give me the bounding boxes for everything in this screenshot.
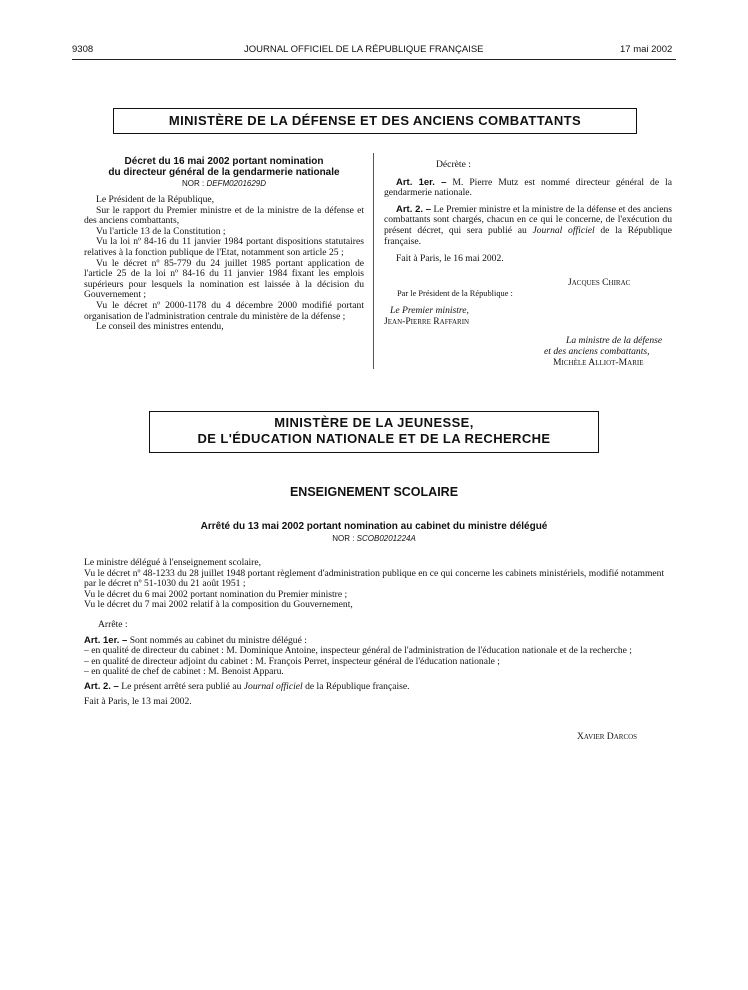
arrete-title: Arrêté du 13 mai 2002 portant nomination au cabinet du ministre délégué [200,521,548,532]
pm-title: Le Premier ministre, [390,305,469,316]
decree-visas [84,195,364,333]
visa-paragraph: Vu le décret du 6 mai 2002 portant nomination du Premier ministre ; [84,588,348,600]
nor-code: DEFM0201629D [206,179,267,188]
ministry-2-line-1: MINISTÈRE DE LA JEUNESSE, [274,415,474,430]
article-text-end: de la République française. [384,224,672,247]
nor-code: SCOB0201224A [356,534,416,543]
decree-article-2 [384,205,672,247]
article-text: M. Pierre Mutz est nommé directeur général de la gendarmerie nationale. [384,176,672,199]
decree-done-at: Fait à Paris, le 16 mai 2002. [396,253,504,265]
article-label: Art. 2. – [84,680,119,692]
ministry-2-title-box [149,411,599,453]
visa-paragraph: Vu le décret nº 85-779 du 24 juillet 1985 portant application de l'article 25 de la loi nº 84-16 du 11 janvier 1984 fixant les emplois supérieurs pour lesquels la nomination est laissée à la décision du Gouvernement ; [84,257,364,301]
pm-name: Jean-Pierre Raffarin [384,316,470,327]
nor-label: NOR : [332,534,355,543]
article-label: Art. 2. – [396,203,432,215]
ministry-title: MINISTÈRE DE LA DÉFENSE ET DES ANCIENS COMBATTANTS [168,113,582,128]
decree-title-line-2: du directeur général de la gendarmerie nationale [108,167,340,178]
appointment-item: – en qualité de directeur du cabinet : M. Dominique Antoine, inspecteur général de l'administration de l'éducation nationale et de la recherche ; [84,645,632,657]
decree-right-column [384,160,672,265]
arrete-article-2 [84,682,674,693]
journal-officiel-italic: Journal officiel [532,224,595,236]
appointment-item: – en qualité de directeur adjoint du cabinet : M. François Perret, inspecteur général de l'éducation nationale ; [84,655,500,667]
decrete-label: Décrète : [436,159,471,170]
article-text: Sont nommés au cabinet du ministre délégué : [129,634,307,646]
article-label: Art. 1er. – [396,176,447,188]
minister-title-line-2: et des anciens combattants, [544,346,650,357]
decree-left-column [84,156,364,333]
arrete-done-at: Fait à Paris, le 13 mai 2002. [84,695,192,707]
visa-paragraph: Vu la loi nº 84-16 du 11 janvier 1984 portant dispositions statutaires relatives à la fonction publique de l'Etat, notamment son article 25 ; [84,236,364,258]
visa-paragraph: Sur le rapport du Premier ministre et de la ministre de la défense et des anciens combattants, [84,204,364,227]
arrete-label: Arrête : [98,618,128,630]
visa-paragraph: Vu le décret du 7 mai 2002 relatif à la composition du Gouvernement, [84,599,353,611]
article-label: Art. 1er. – [84,634,128,646]
arrete-body [84,558,674,707]
visa-paragraph: Vu le décret nº 48-1233 du 28 juillet 1948 portant règlement d'administration publique en ce qui concerne les cabinets ministériels, modifié notamment par le décret nº 51-1030 du 21 août 1951 ; [84,567,665,590]
ministry-2-line-2: DE L'ÉDUCATION NATIONALE ET DE LA RECHERCHE [197,431,551,446]
appointment-item: – en qualité de chef de cabinet : M. Benoist Apparu. [84,666,284,678]
header-rule [72,59,676,60]
section-heading: ENSEIGNEMENT SCOLAIRE [289,485,459,499]
signatory-president: Jacques Chirac [568,277,631,288]
ministry-title-box [113,108,637,134]
signatory-minister: Xavier Darcos [577,731,638,742]
column-divider [373,153,374,369]
decree-article-1 [384,178,672,199]
decree-title-line-1: Décret du 16 mai 2002 portant nomination [124,156,324,167]
decree-nor [84,178,364,189]
article-text-end: de la République française. [305,680,410,692]
visa-paragraph: Le Président de la République, [96,194,215,205]
nor-label: NOR : [181,179,205,188]
visa-paragraph: Vu l'article 13 de la Constitution ; [96,225,226,237]
visa-paragraph: Le conseil des ministres entendu, [96,321,224,333]
visa-paragraph: Vu le décret nº 2000-1178 du 4 décembre 2000 modifié portant organisation de l'administration centrale du ministère de la défense ; [84,299,364,322]
minister-name: Michèle Alliot-Marie [553,357,644,368]
article-text: Le présent arrêté sera publié au [121,680,242,692]
visa-paragraph: Le ministre délégué à l'enseignement scolaire, [84,557,262,568]
journal-officiel-italic: Journal officiel [243,680,303,692]
par-le-president: Par le Président de la République : [397,289,513,298]
issue-date: 17 mai 2002 [620,44,673,55]
page-number: 9308 [72,44,94,55]
arrete-nor [0,533,748,544]
article-text: Le Premier ministre et la ministre de la défense et des anciens combattants sont chargés, chacun en ce qui le concerne, de l'exécution du présent décret, qui sera publié au [384,203,672,236]
minister-title-line-1: La ministre de la défense [566,335,663,346]
journal-title: JOURNAL OFFICIEL DE LA RÉPUBLIQUE FRANÇAISE [244,44,484,55]
